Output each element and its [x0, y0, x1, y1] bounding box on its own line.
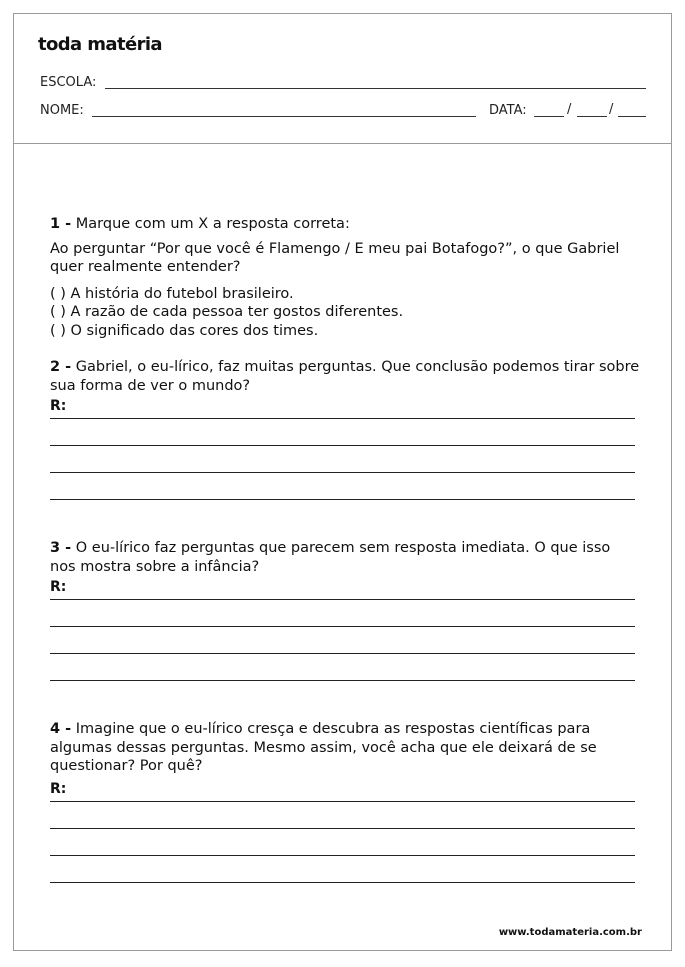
answer-line[interactable]: [50, 499, 635, 500]
date-separator: /: [567, 102, 572, 117]
answer-label: R:: [50, 579, 67, 595]
footer-website[interactable]: www.todamateria.com.br: [498, 927, 642, 938]
answer-line[interactable]: [50, 653, 635, 654]
question-number: 3 -: [50, 540, 72, 556]
school-field[interactable]: [105, 88, 646, 89]
option-c[interactable]: ( ) O significado das cores dos times.: [50, 322, 319, 339]
school-label: ESCOLA:: [40, 75, 97, 90]
answer-line[interactable]: [50, 680, 635, 681]
worksheet-page: [13, 13, 672, 951]
question-statement: Gabriel, o eu-lírico, faz muitas perguntas. Que conclusão podemos tirar sobre sua forma de ver o mundo?: [50, 359, 640, 394]
logo: toda matéria: [38, 34, 162, 55]
question-statement: Imagine que o eu-lírico cresça e descubra as respostas científicas para algumas dessas perguntas. Mesmo assim, você acha que ele deixará de se questionar? Por quê?: [50, 721, 597, 774]
answer-line[interactable]: [50, 599, 635, 600]
name-field[interactable]: [92, 116, 476, 117]
header-divider: [14, 143, 671, 144]
question-1: [50, 215, 640, 340]
question-3: [50, 539, 640, 576]
answer-line[interactable]: [50, 855, 635, 856]
name-label: NOME:: [40, 103, 84, 118]
answer-line[interactable]: [50, 418, 635, 419]
question-statement: Marque com um X a resposta correta:: [75, 216, 350, 232]
question-number: 2 -: [50, 359, 72, 375]
date-label: DATA:: [489, 103, 527, 118]
question-3-text: [50, 539, 640, 576]
question-1-prompt: Ao perguntar “Por que você é Flamengo / E meu pai Botafogo?”, o que Gabriel quer realmente entender?: [50, 240, 620, 275]
question-1-text: [50, 215, 640, 234]
answer-label: R:: [50, 781, 67, 797]
date-day-field[interactable]: [534, 116, 564, 117]
question-number: 1 -: [50, 216, 72, 232]
answer-line[interactable]: [50, 472, 635, 473]
question-statement: O eu-lírico faz perguntas que parecem sem resposta imediata. O que isso nos mostra sobre a infância?: [50, 540, 611, 575]
option-list: [50, 285, 640, 341]
answer-line[interactable]: [50, 882, 635, 883]
answer-line[interactable]: [50, 445, 635, 446]
date-month-field[interactable]: [577, 116, 607, 117]
answer-line[interactable]: [50, 626, 635, 627]
question-4-text: [50, 720, 640, 776]
question-number: 4 -: [50, 721, 72, 737]
question-4: [50, 720, 640, 776]
question-2: [50, 358, 640, 395]
date-separator: /: [609, 102, 614, 117]
question-2-text: [50, 358, 640, 395]
option-b[interactable]: ( ) A razão de cada pessoa ter gostos diferentes.: [50, 304, 404, 320]
date-year-field[interactable]: [618, 116, 646, 117]
answer-line[interactable]: [50, 828, 635, 829]
answer-label: R:: [50, 398, 67, 414]
answer-line[interactable]: [50, 801, 635, 802]
option-a[interactable]: ( ) A história do futebol brasileiro.: [50, 285, 294, 302]
